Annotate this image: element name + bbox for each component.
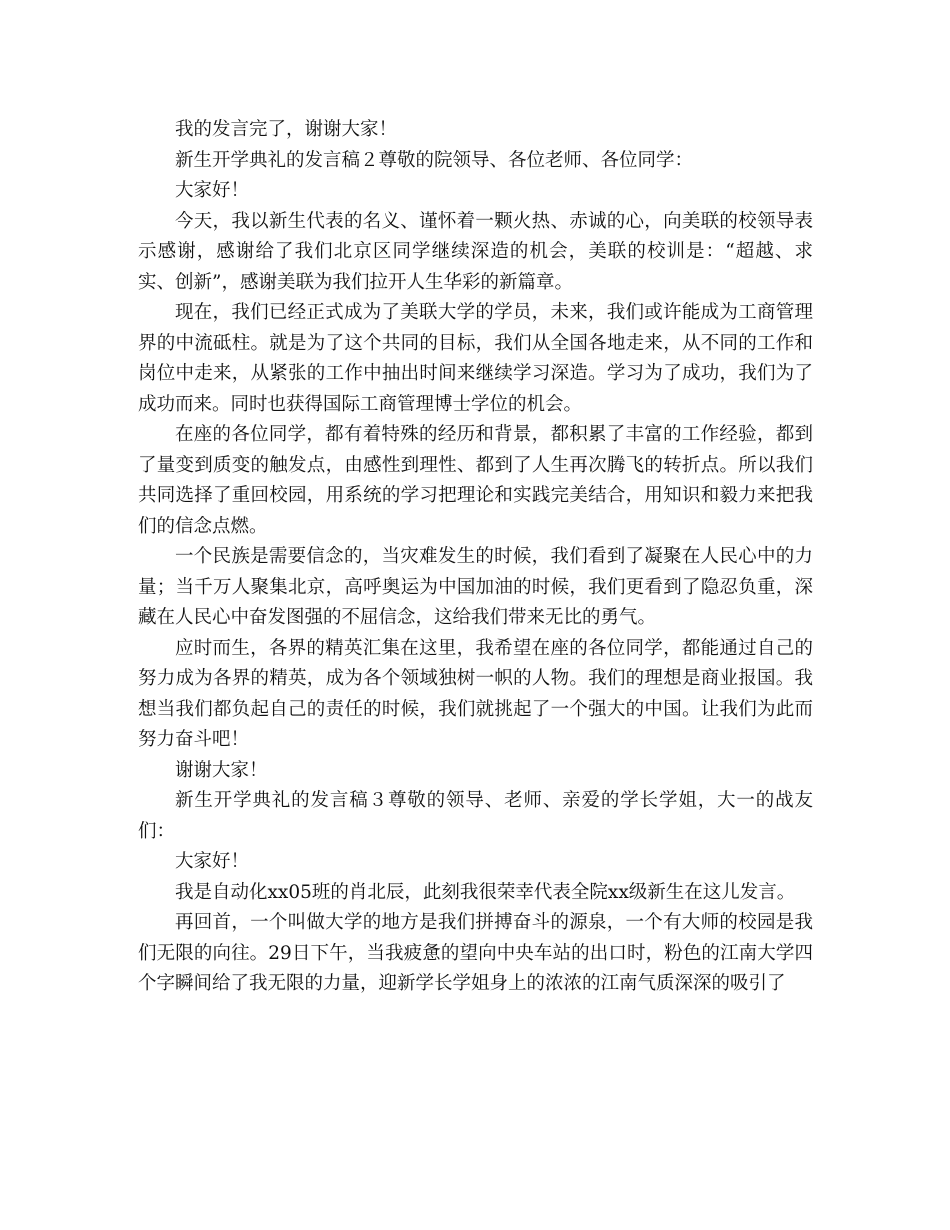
paragraph-body: 在座的各位同学，都有着特殊的经历和背景，都积累了丰富的工作经验，都到了量变到质变的触发点，由感性到理性、都到了人生再次腾飞的转折点。所以我们共同选择了重回校园，用系统的学习把理论和实践完美结合，用知识和毅力来把我们的信念点燃。: [138, 424, 813, 537]
paragraph-body: 应时而生，各界的精英汇集在这里，我希望在座的各位同学，都能通过自己的努力成为各界的精英，成为各个领域独树一帜的人物。我们的理想是商业报国。我想当我们都负起自己的责任的时候，我们就挑起了一个强大的中国。让我们为此而努力奋斗吧！: [138, 637, 813, 750]
paragraph-speech-2-heading: 新生开学典礼的发言稿２尊敬的院领导、各位老师、各位同学：: [175, 149, 694, 171]
paragraph-body: 现在，我们已经正式成为了美联大学的学员，未来，我们或许能成为工商管理界的中流砥柱。就是为了这个共同的目标，我们从全国各地走来，从不同的工作和岗位中走来，从紧张的工作中抽出时间来继续学习深造。学习为了成功，我们为了成功而来。同时也获得国际工商管理博士学位的机会。: [138, 302, 813, 415]
paragraph-body: 再回首，一个叫做大学的地方是我们拼搏奋斗的源泉，一个有大师的校园是我们无限的向往。29日下午，当我疲惫的望向中央车站的出口时，粉色的江南大学四个字瞬间给了我无限的力量，迎新学长学姐身上的浓浓的江南气质深深的吸引了: [138, 912, 813, 994]
paragraph-body: 一个民族是需要信念的，当灾难发生的时候，我们看到了凝聚在人民心中的力量；当千万人聚集北京，高呼奥运为中国加油的时候，我们更看到了隐忍负重，深藏在人民心中奋发图强的不屈信念，这给我们带来无比的勇气。: [138, 546, 813, 628]
paragraph-speech-3-heading: 新生开学典礼的发言稿３尊敬的领导、老师、亲爱的学长学姐，大一的战友们：: [138, 790, 813, 842]
paragraph-body: 我是自动化xx05班的肖北辰，此刻我很荣幸代表全院xx级新生在这儿发言。: [175, 881, 796, 903]
paragraph-body: 今天，我以新生代表的名义、谨怀着一颗火热、赤诚的心，向美联的校领导表示感谢，感谢给了我们北京区同学继续深造的机会，美联的校训是：“超越、求实、创新”，感谢美联为我们拉开人生华彩的新篇章。: [138, 210, 813, 293]
document-body: [138, 115, 813, 1000]
paragraph-greeting: 大家好！: [175, 851, 250, 872]
paragraph-thanks: 谢谢大家！: [175, 759, 268, 781]
paragraph-greeting: 大家好！: [175, 180, 250, 201]
paragraph-closing-thanks: 我的发言完了，谢谢大家！: [175, 119, 398, 140]
